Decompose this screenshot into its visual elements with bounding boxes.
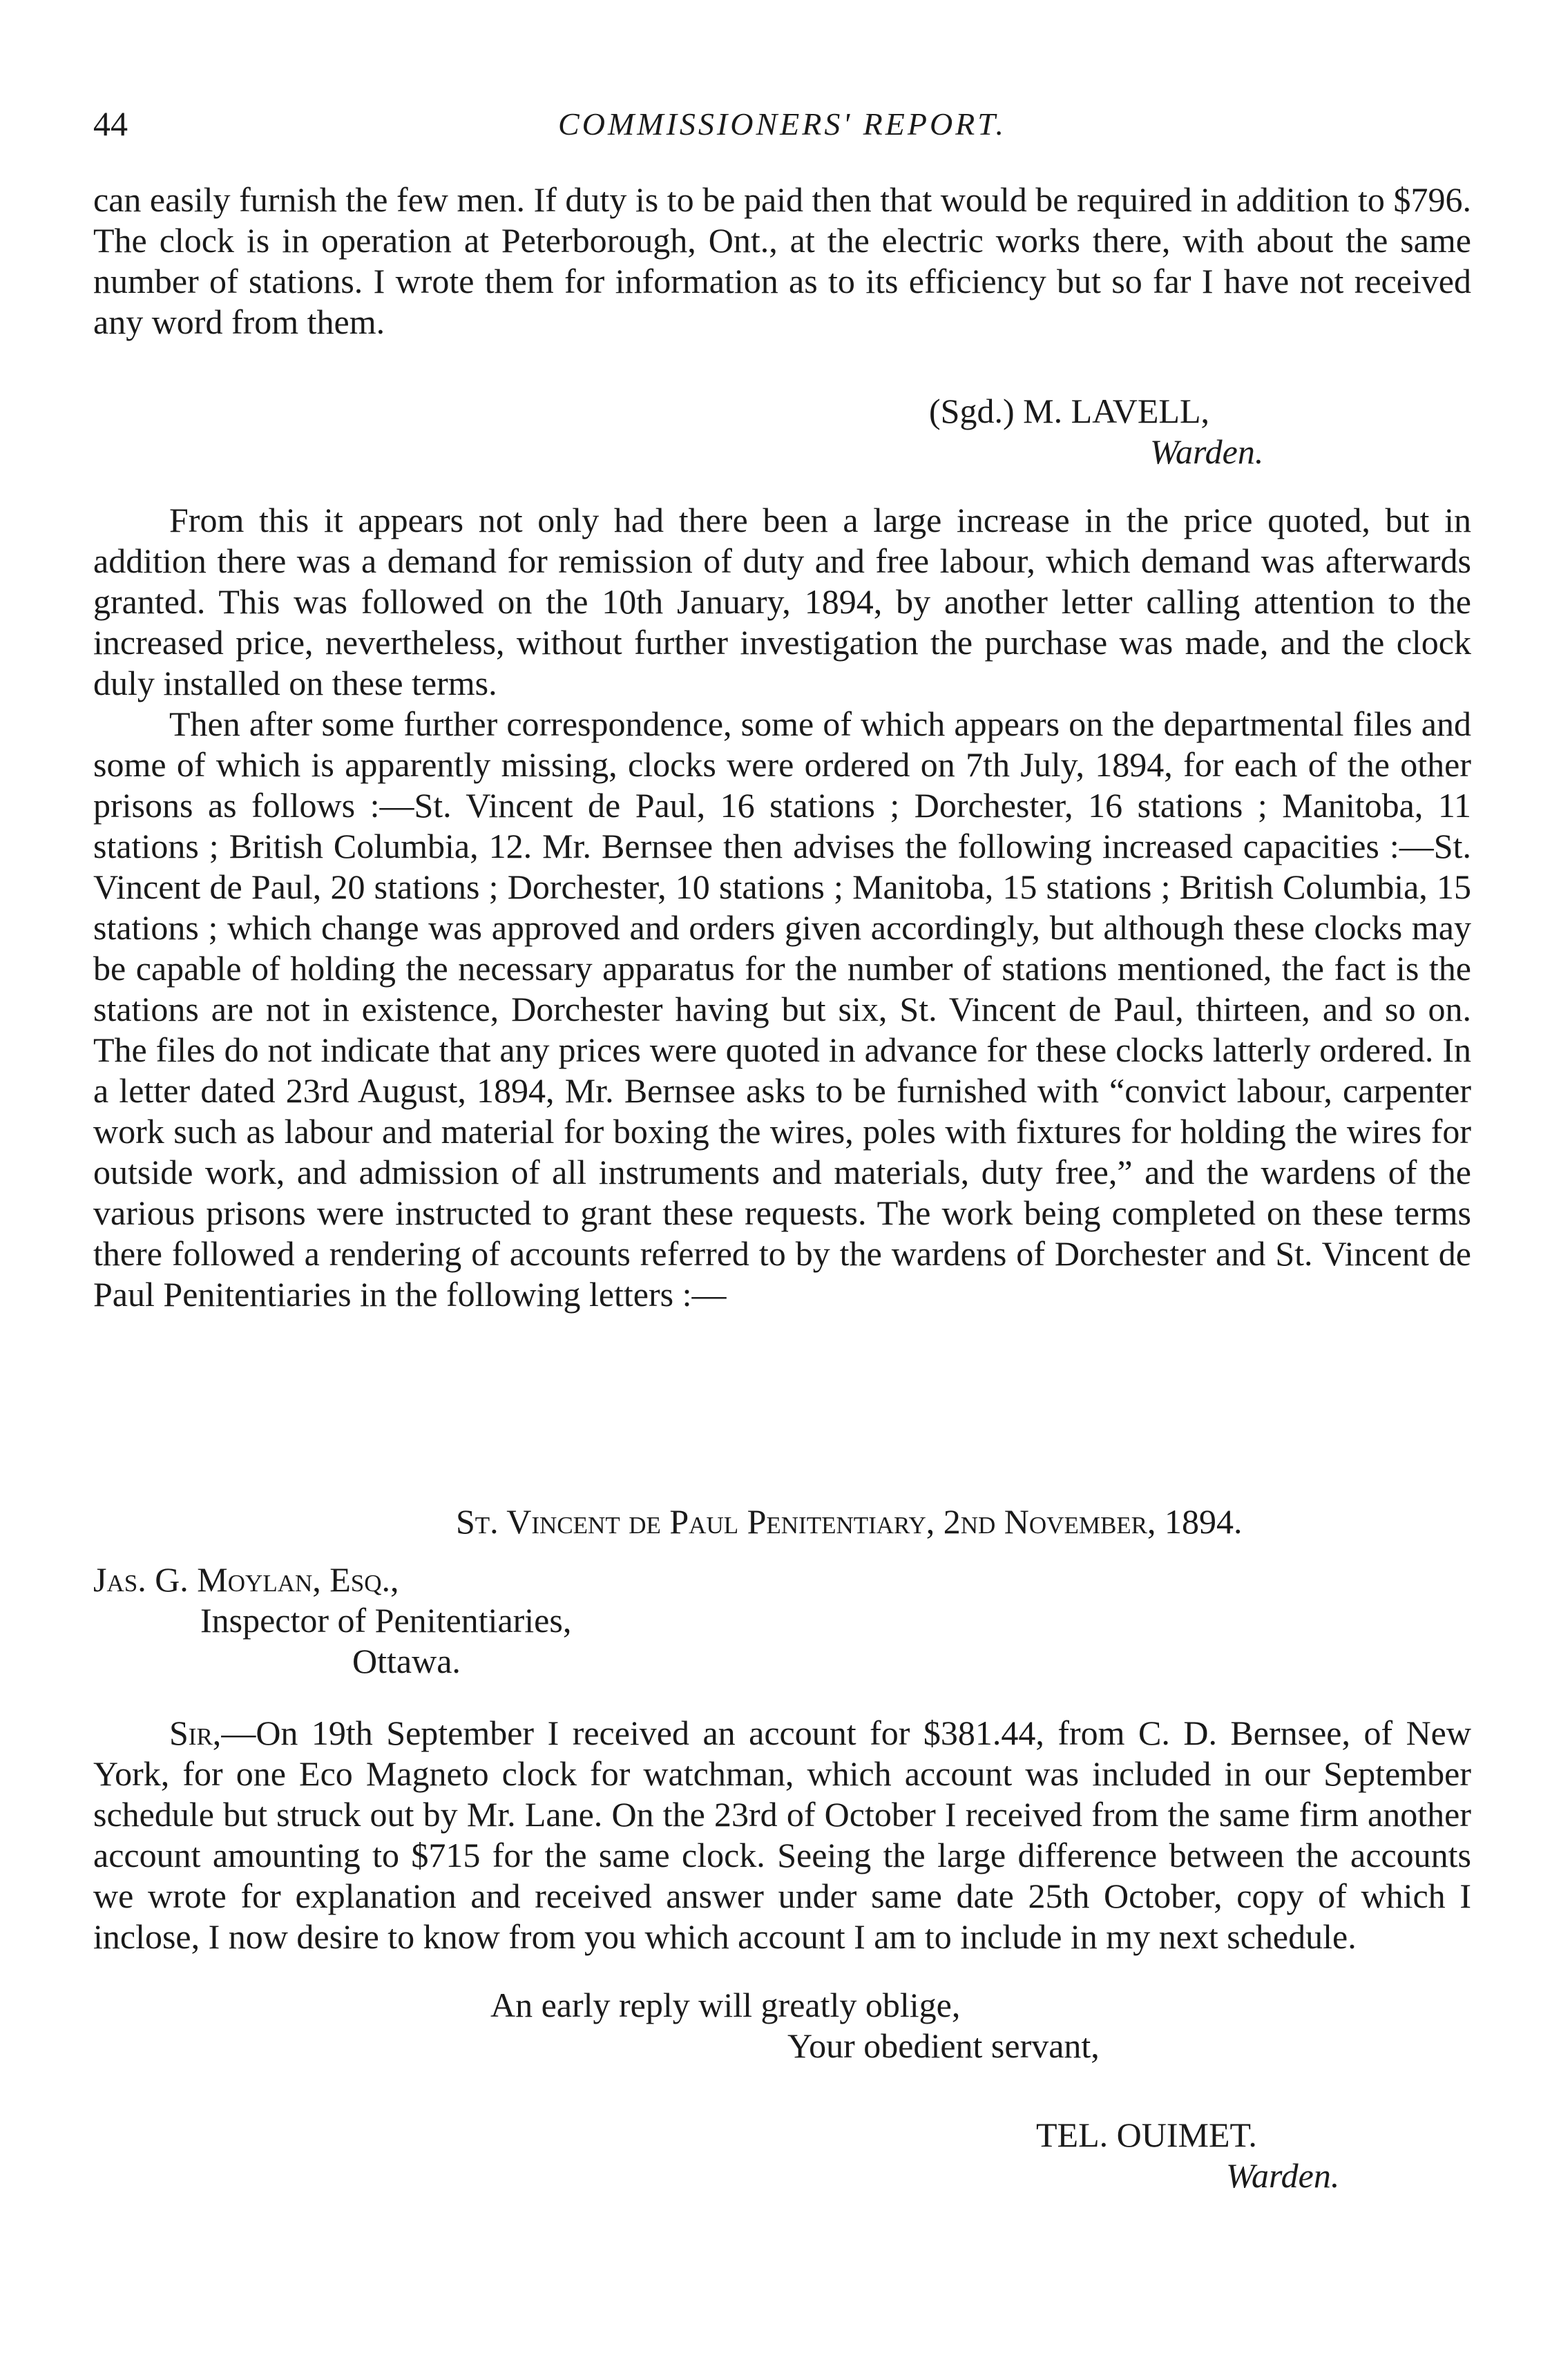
paragraph-continued: can easily furnish the few men. If duty is to be paid then that would be required in addition to $796. The clock is in operation at Peterborough, Ont., at the electric works there, with about the same number of stations. I wrote them for information as to its efficiency but so far I have not received any word from them.: [93, 180, 1471, 341]
addressee-name: Jas. G. Moylan, Esq.,: [93, 1560, 399, 1599]
letter-place-date: [93, 1501, 1471, 1542]
letter-place-date-text: St. Vincent de Paul Penitentiary, 2nd November, 1894.: [456, 1502, 1243, 1541]
letter-body-text: —On 19th September I received an account for $381.44, from C. D. Bernsee, of New York, for one Eco Magneto clock for watchman, which account was included in our September schedule but struck out by Mr. Lane. On the 23rd of October I received from the same firm another account amounting to $715 for the same clock. Seeing the large difference between the accounts we wrote for explanation and received answer under same date 25th October, copy of which I inclose, I now desire to know from you which account I am to include in my next schedule.: [93, 1714, 1471, 1956]
signer-title: Warden.: [1226, 2156, 1340, 2195]
letter-addressee: [93, 1560, 1471, 1682]
paragraph-price-increase: From this it appears not only had there been a large increase in the price quoted, but in addition there was a demand for remission of duty and free labour, which demand was afterwards granted. This was followed on the 10th January, 1894, by another letter calling attention to the increased price, nevertheless, without further investigation the purchase was made, and the clock duly installed on these terms.: [93, 501, 1471, 702]
document-page: [93, 104, 1471, 2196]
running-title: COMMISSIONERS' REPORT.: [558, 106, 1006, 142]
letter-salutation: Sir,: [169, 1714, 222, 1752]
closing-line-2: Your obedient servant,: [787, 2026, 1100, 2065]
closing-line-1: An early reply will greatly oblige,: [490, 1986, 961, 2024]
running-header: [93, 104, 1471, 152]
letter-signature: [93, 2115, 1471, 2196]
letter-body: [93, 1713, 1471, 1957]
signature-title: Warden.: [1150, 432, 1264, 471]
page-number: 44: [93, 104, 128, 143]
lavell-signature: [93, 391, 1471, 472]
signature-name: (Sgd.) M. LAVELL,: [929, 392, 1210, 430]
letter-closing: [93, 1985, 1471, 2066]
addressee-city: Ottawa.: [352, 1642, 461, 1680]
signer-name: TEL. OUIMET.: [1036, 2115, 1257, 2154]
addressee-title: Inspector of Penitentiaries,: [200, 1601, 572, 1640]
paragraph-clock-orders: Then after some further correspondence, some of which appears on the departmental files and some of which is apparently missing, clocks were ordered on 7th July, 1894, for each of the other prisons as follows :—St. Vincent de Paul, 16 stations ; Dorchester, 16 stations ; Manitoba, 11 stations ; British Columbia, 12. Mr. Bernsee then advises the following increased capacities :—St. Vincent de Paul, 20 stations ; Dorchester, 10 stations ; Manitoba, 15 stations ; British Columbia, 15 stations ; which change was approved and orders given accordingly, but although these clocks may be capable of holding the necessary apparatus for the number of stations mentioned, the fact is the stations are not in existence, Dorchester having but six, St. Vincent de Paul, thirteen, and so on. The files do not indicate that any prices were quoted in advance for these clocks latterly ordered. In a letter dated 23rd August, 1894, Mr. Bernsee asks to be furnished with “convict labour, carpenter work such as labour and material for boxing the wires, poles with fixtures for holding the wires for outside work, and admission of all instruments and materials, duty free,” and the wardens of the various prisons were instructed to grant these requests. The work being completed on these terms there followed a rendering of accounts referred to by the wardens of Dorchester and St. Vincent de Paul Penitentiaries in the following letters :—: [93, 704, 1471, 1314]
